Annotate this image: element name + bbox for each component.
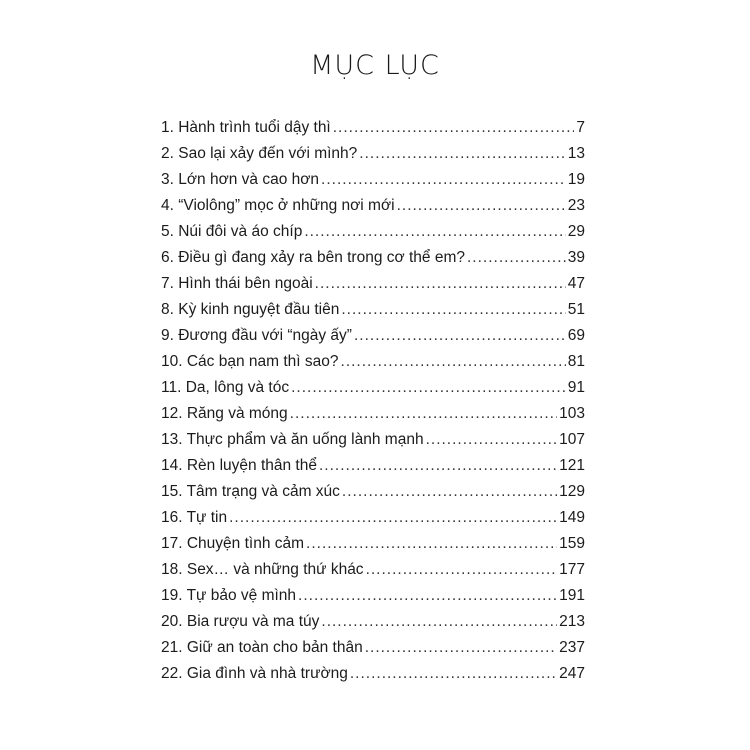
toc-entry-title: 6. Điều gì đang xảy ra bên trong cơ thể em? bbox=[161, 249, 465, 266]
toc-page-number: 213 bbox=[559, 613, 585, 630]
toc-entry bbox=[161, 167, 585, 193]
toc-page-number: 103 bbox=[559, 405, 585, 422]
toc-page-number: 121 bbox=[559, 457, 585, 474]
toc-entry-title: 9. Đương đầu với “ngày ấy” bbox=[161, 327, 352, 344]
toc-page-number: 81 bbox=[567, 353, 585, 370]
toc-entry-title: 8. Kỳ kinh nguyệt đầu tiên bbox=[161, 301, 340, 318]
toc-page-number: 247 bbox=[559, 665, 585, 682]
toc-entry bbox=[161, 245, 585, 271]
toc-leader-dots bbox=[350, 661, 557, 687]
toc-entry bbox=[161, 453, 585, 479]
toc-leader-dots bbox=[229, 505, 557, 531]
toc-entry-title: 14. Rèn luyện thân thể bbox=[161, 457, 317, 474]
toc-entry bbox=[161, 401, 585, 427]
toc-entry-title: 10. Các bạn nam thì sao? bbox=[161, 353, 339, 370]
toc-page-number: 29 bbox=[567, 223, 585, 240]
toc-leader-dots bbox=[333, 115, 575, 141]
toc-leader-dots bbox=[467, 245, 566, 271]
toc-entry bbox=[161, 323, 585, 349]
toc-leader-dots bbox=[298, 583, 557, 609]
toc-leader-dots bbox=[366, 557, 558, 583]
toc-entry bbox=[161, 505, 585, 531]
toc-page-number: 191 bbox=[559, 587, 585, 604]
table-of-contents bbox=[161, 115, 585, 687]
toc-entry bbox=[161, 635, 585, 661]
toc-leader-dots bbox=[341, 297, 565, 323]
toc-entry bbox=[161, 271, 585, 297]
toc-page-number: 177 bbox=[559, 561, 585, 578]
toc-entry-title: 12. Răng và móng bbox=[161, 405, 288, 422]
toc-entry bbox=[161, 479, 585, 505]
toc-leader-dots bbox=[306, 531, 557, 557]
toc-leader-dots bbox=[354, 323, 566, 349]
toc-entry bbox=[161, 193, 585, 219]
toc-entry-title: 1. Hành trình tuổi dậy thì bbox=[161, 119, 331, 136]
toc-entry bbox=[161, 219, 585, 245]
toc-leader-dots bbox=[321, 167, 566, 193]
toc-page-number: 69 bbox=[567, 327, 585, 344]
toc-entry bbox=[161, 427, 585, 453]
toc-entry-title: 7. Hình thái bên ngoài bbox=[161, 275, 313, 292]
toc-leader-dots bbox=[342, 479, 557, 505]
toc-page-number: 159 bbox=[559, 535, 585, 552]
toc-entry-title: 17. Chuyện tình cảm bbox=[161, 535, 305, 552]
toc-leader-dots bbox=[426, 427, 558, 453]
toc-entry bbox=[161, 583, 585, 609]
toc-entry-title: 21. Giữ an toàn cho bản thân bbox=[161, 639, 363, 656]
toc-page-number: 51 bbox=[567, 301, 585, 318]
toc-entry bbox=[161, 661, 585, 687]
toc-page-number: 129 bbox=[559, 483, 585, 500]
toc-leader-dots bbox=[304, 219, 565, 245]
toc-page-number: 23 bbox=[567, 197, 585, 214]
toc-entry-title: 15. Tâm trạng và cảm xúc bbox=[161, 483, 340, 500]
toc-entry bbox=[161, 141, 585, 167]
toc-leader-dots bbox=[291, 375, 566, 401]
toc-entry bbox=[161, 557, 585, 583]
toc-entry-title: 22. Gia đình và nhà trường bbox=[161, 665, 348, 682]
toc-entry bbox=[161, 115, 585, 141]
toc-entry-title: 18. Sex… và những thứ khác bbox=[161, 561, 364, 578]
toc-page-number: 91 bbox=[567, 379, 585, 396]
toc-entry bbox=[161, 609, 585, 635]
toc-page-number: 107 bbox=[559, 431, 585, 448]
toc-entry bbox=[161, 297, 585, 323]
toc-entry-title: 3. Lớn hơn và cao hơn bbox=[161, 171, 320, 188]
toc-entry-title: 20. Bia rượu và ma túy bbox=[161, 613, 320, 630]
toc-page-number: 237 bbox=[559, 639, 585, 656]
toc-entry-title: 13. Thực phẩm và ăn uống lành mạnh bbox=[161, 431, 424, 448]
toc-leader-dots bbox=[397, 193, 566, 219]
toc-page-number: 149 bbox=[559, 509, 585, 526]
toc-page-number: 39 bbox=[567, 249, 585, 266]
toc-leader-dots bbox=[341, 349, 566, 375]
toc-leader-dots bbox=[359, 141, 565, 167]
toc-page-number: 47 bbox=[567, 275, 585, 292]
toc-entry-title: 19. Tự bảo vệ mình bbox=[161, 587, 297, 604]
toc-leader-dots bbox=[319, 453, 557, 479]
toc-entry-title: 11. Da, lông và tóc bbox=[161, 379, 290, 396]
toc-page-number: 13 bbox=[567, 145, 585, 162]
page-title: MỤC LỤC bbox=[310, 50, 440, 81]
toc-entry-title: 4. “Violông” mọc ở những nơi mới bbox=[161, 197, 395, 214]
toc-page-number: 7 bbox=[576, 119, 585, 136]
toc-entry bbox=[161, 531, 585, 557]
toc-leader-dots bbox=[315, 271, 566, 297]
toc-leader-dots bbox=[321, 609, 557, 635]
toc-page-number: 19 bbox=[567, 171, 585, 188]
toc-entry bbox=[161, 349, 585, 375]
toc-entry bbox=[161, 375, 585, 401]
toc-entry-title: 5. Núi đôi và áo chíp bbox=[161, 223, 303, 240]
toc-leader-dots bbox=[365, 635, 557, 661]
toc-leader-dots bbox=[290, 401, 557, 427]
toc-entry-title: 16. Tự tin bbox=[161, 509, 228, 526]
toc-entry-title: 2. Sao lại xảy đến với mình? bbox=[161, 145, 358, 162]
